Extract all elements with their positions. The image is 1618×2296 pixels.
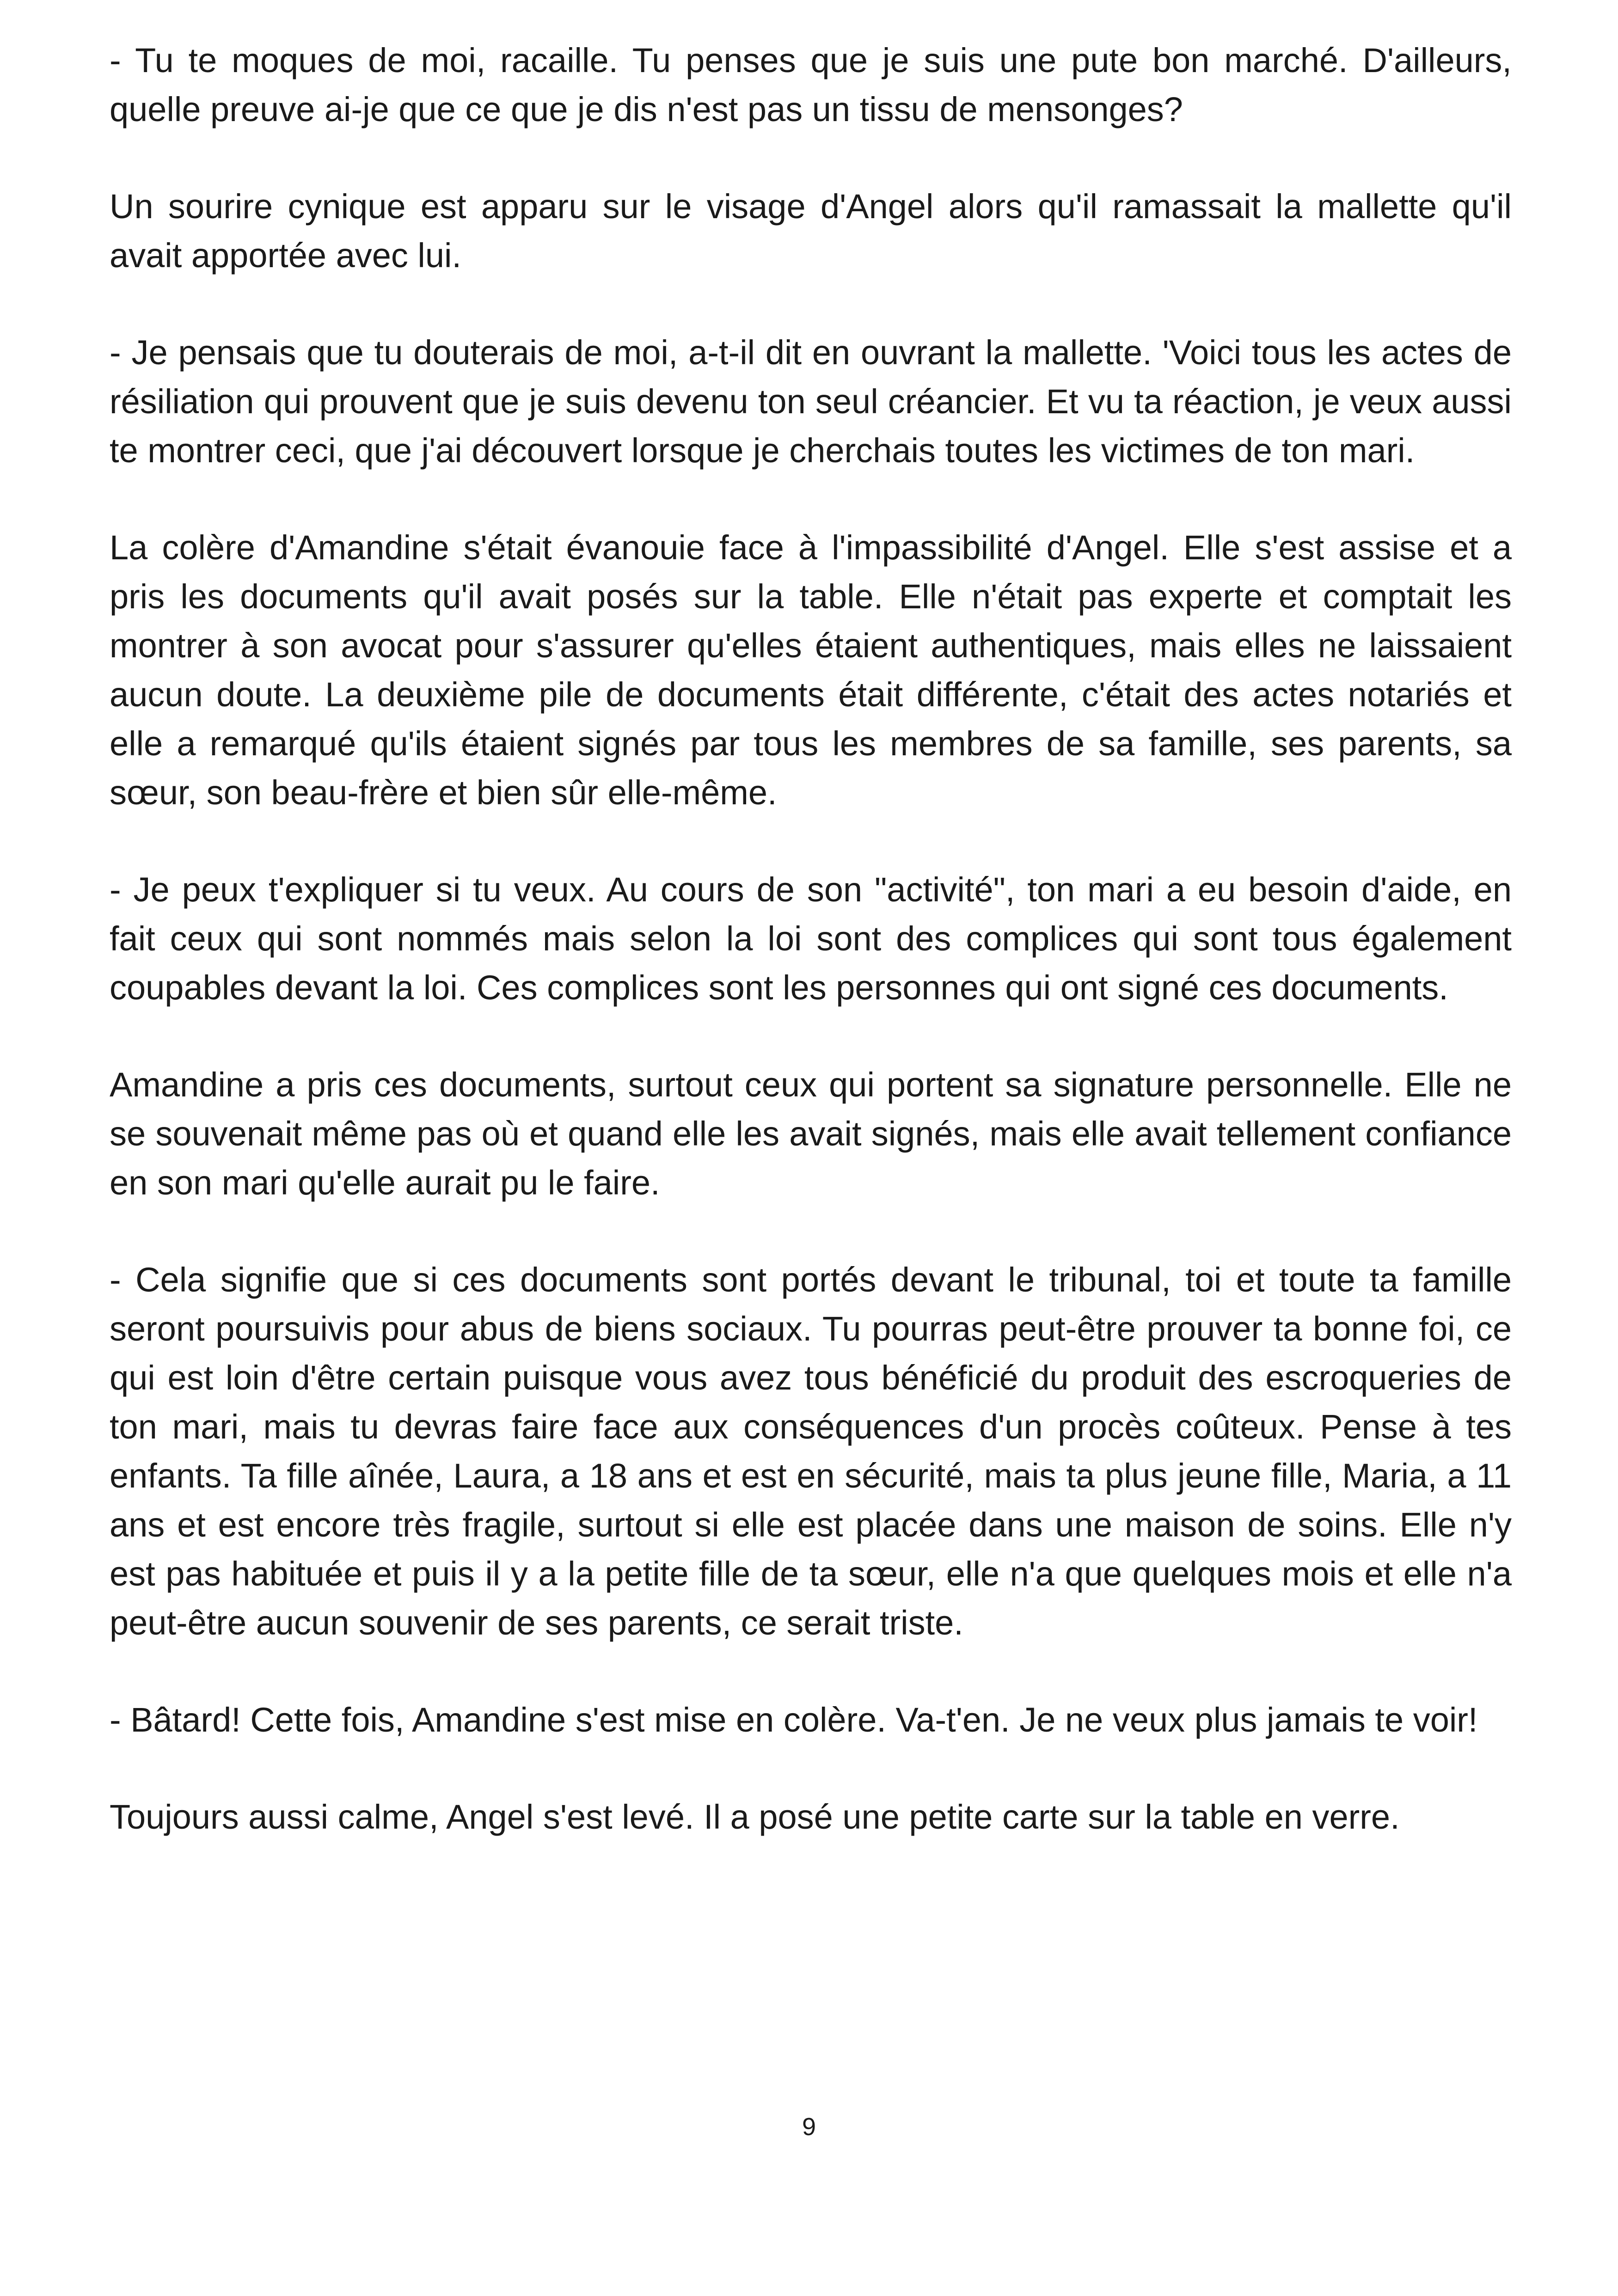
paragraph-8: - Bâtard! Cette fois, Amandine s'est mise en colère. Va-t'en. Je ne veux plus jamais te voir! [110,1701,1478,1739]
paragraph-1: - Tu te moques de moi, racaille. Tu penses que je suis une pute bon marché. D'ailleurs, quelle preuve ai-je que ce que je dis n'est pas un tissu de mensonges? [110,41,1512,129]
paragraph-3: - Je pensais que tu douterais de moi, a-t-il dit en ouvrant la mallette. 'Voici tous les actes de résiliation qui prouvent que je suis devenu ton seul créancier. Et vu ta réaction, je veux aussi te montrer ceci, que j'ai découvert lorsque je cherchais toutes les victimes de ton mari. [110,333,1512,470]
paragraph-5: - Je peux t'expliquer si tu veux. Au cours de son "activité", ton mari a eu besoin d'aide, en fait ceux qui sont nommés mais selon la loi sont des complices qui sont tous également coupables devant la loi. Ces complices sont les personnes qui ont signé ces documents. [110,870,1512,1007]
paragraph-2: Un sourire cynique est apparu sur le visage d'Angel alors qu'il ramassait la mallette qu'il avait apportée avec lui. [110,187,1512,275]
page-number: 9 [802,2113,816,2141]
paragraph-6: Amandine a pris ces documents, surtout ceux qui portent sa signature personnelle. Elle ne se souvenait même pas où et quand elle les avait signés, mais elle avait tellement confiance en son mari qu'elle aurait pu le faire. [110,1065,1512,1202]
paragraph-9: Toujours aussi calme, Angel s'est levé. Il a posé une petite carte sur la table en verre. [110,1798,1400,1836]
body-text [110,36,1512,1890]
paragraph-7: - Cela signifie que si ces documents sont portés devant le tribunal, toi et toute ta famille seront poursuivis pour abus de biens sociaux. Tu pourras peut-être prouver ta bonne foi, ce qui est loin d'être certain puisque vous avez tous bénéficié du produit des escroqueries de ton mari, mais tu devras faire face aux conséquences d'un procès coûteux. Pense à tes enfants. Ta fille aînée, Laura, a 18 ans et est en sécurité, mais ta plus jeune fille, Maria, a 11 ans et est encore très fragile, surtout si elle est placée dans une maison de soins. Elle n'y est pas habituée et puis il y a la petite fille de ta sœur, elle n'a que quelques mois et elle n'a peut-être aucun souvenir de ses parents, ce serait triste. [110,1261,1512,1642]
paragraph-4: La colère d'Amandine s'était évanouie face à l'impassibilité d'Angel. Elle s'est assise et a pris les documents qu'il avait posés sur la table. Elle n'était pas experte et comptait les montrer à son avocat pour s'assurer qu'elles étaient authentiques, mais elles ne laissaient aucun doute. La deuxième pile de documents était différente, c'était des actes notariés et elle a remarqué qu'ils étaient signés par tous les membres de sa famille, ses parents, sa sœur, son beau-frère et bien sûr elle-même. [110,528,1512,812]
